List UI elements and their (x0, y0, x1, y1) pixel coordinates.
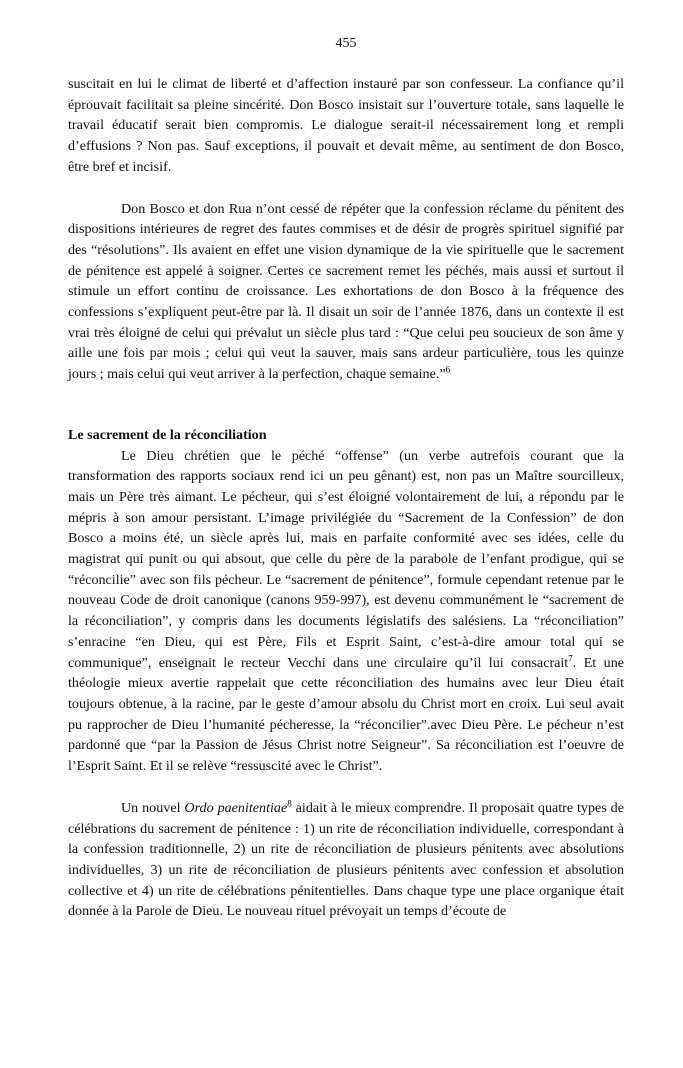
paragraph-2 (68, 199, 624, 385)
paragraph-3-text-b: . Et une théologie mieux avertie rappelait que cette réconciliation des humains avec leur Dieu était toujours obtenue, à la racine, par le geste d’amour absolu du Christ mort en croix. Lui seul avait pu rapprocher de Dieu l’humanité pécheresse, la “réconcilier”.avec Dieu Père. Le pécheur n’est pardonné que “par la Passion de Jésus Christ notre Seigneur”. Sa réconciliation est l’oeuvre de l’Esprit Saint. Et il se relève “ressuscité avec le Christ”. (68, 654, 624, 775)
document-page (68, 0, 624, 922)
paragraph-4-text-b: aidait à le mieux comprendre. Il proposait quatre types de célébrations du sacrement de pénitence : 1) un rite de réconciliation individuelle, correspondant à la confession traditionnelle, 2) un rite de réconciliation de plusieurs pénitents avec absolutions individuelles, 3) un rite de réconciliation de plusieurs pénitents avec confession et absolution collective et 4) un rite de célébrations pénitentielles. Dans chaque type une place organique était donnée à la Parole de Dieu. Le nouveau rituel prévoyait un temps d’écoute de (68, 799, 624, 920)
footnote-ref-8[interactable]: 8 (287, 798, 292, 809)
footnote-ref-6[interactable]: 6 (445, 364, 451, 375)
paragraph-1: suscitait en lui le climat de liberté et d’affection instauré par son confesseur. La confiance qu’il éprouvait facilitait sa pleine sincérité. Don Bosco insistait sur l’ouverture totale, sans laquelle le travail éducatif serait bien compromis. Le dialogue serait-il nécessairement long et rempli d’effusions ? Non pas. Sauf exceptions, il pouvait et devait même, au sentiment de don Bosco, être bref et incisif. (68, 76, 624, 175)
paragraph-3 (68, 446, 624, 777)
paragraph-2-text: Don Bosco et don Rua n’ont cessé de répéter que la confession réclame du pénitent des dispositions intérieures de regret des fautes commises et de désir de progrès spirituel signifié par des “résolutions”. Ils avaient en effet une vision dynamique de la vie spirituelle que le sacrement de pénitence est appelé à soigner. Certes ce sacrement remet les péchés, mais aussi et surtout il stimule un effort continu de croissance. Les exhortations de don Bosco à la fréquence des confessions s’expliquent peut-être par là. Il disait un soir de l’année 1876, dans un contexte il est vrai très éloigné de celui qui prévalut un siècle plus tard : “Que celui peu soucieux de son âme y aille une fois par mois ; celui qui veut la sauver, mais sans ardeur particulière, tous les quinze jours ; mais celui qui veut arriver à la perfection, chaque semaine.” (68, 200, 624, 383)
paragraph-4 (68, 798, 624, 922)
paragraph-3-text-a: Le Dieu chrétien que le péché “offense” (un verbe autrefois courant que la transformation des rapports sociaux rend ici un peu gênant) est, non pas un Maître sourcilleux, mais un Père très aimant. Le pécheur, qui s’est éloigné volontairement de lui, a répondu par le mépris à son amour persistant. L’image privilégiée du “Sacrement de la Confession” de don Bosco a moins été, un siècle après lui, mais en parfaite conformité avec ses idées, celle du magistrat qui punit ou qui absout, que celle du père de la parabole de l’enfant prodigue, qui se “réconcilie” avec son fils pécheur. Le “sacrement de pénitence”, formule cependant retenue par le nouveau Code de droit canonique (canons 959-997), est devenu communément le “sacrement de la réconciliation”, y compris dans les documents législatifs des salésiens. La “réconciliation” s’enracine “en Dieu, qui est Père, Fils et Esprit Saint, c’est-à-dire amour total qui se communique”, enseignait le recteur Vecchi dans une circulaire qu’il lui consacrait (68, 447, 624, 671)
ordo-title: Ordo paenitentiae (184, 799, 288, 816)
footnote-ref-7[interactable]: 7 (568, 652, 573, 663)
section-heading: Le sacrement de la réconciliation (68, 426, 267, 443)
paragraph-4-text-a: Un nouvel (121, 799, 185, 816)
page-number: 455 (335, 36, 357, 51)
